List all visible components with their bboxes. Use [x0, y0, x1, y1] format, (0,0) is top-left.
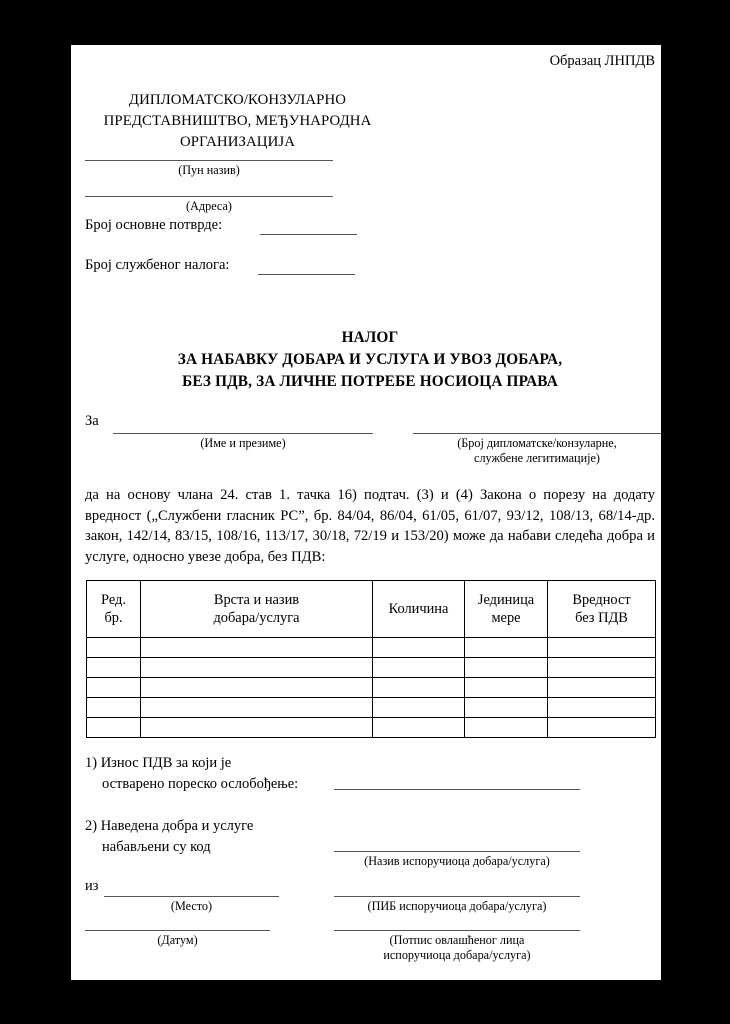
vat-exemption-line-1: 1) Износ ПДВ за који је: [85, 755, 232, 771]
person-name-caption: (Име и презиме): [200, 436, 286, 450]
column-header-ordinal: [87, 581, 141, 638]
table-row[interactable]: [87, 698, 656, 718]
date-input-line[interactable]: [85, 930, 270, 931]
place-input-line[interactable]: [104, 896, 279, 897]
document-title: [85, 327, 655, 394]
cell-unit[interactable]: [465, 718, 548, 738]
column-header-value-line-2: без ПДВ: [575, 610, 628, 626]
cell-value[interactable]: [548, 678, 656, 698]
column-header-unit: [465, 581, 548, 638]
id-number-input-line[interactable]: [413, 433, 661, 434]
cell-description[interactable]: [141, 698, 373, 718]
cell-quantity[interactable]: [373, 658, 465, 678]
column-header-ordinal-line-1: Ред.: [101, 592, 126, 608]
cell-value[interactable]: [548, 658, 656, 678]
tin-input-line[interactable]: [334, 896, 580, 897]
column-header-value-line-1: Вредност: [572, 592, 631, 608]
organization-heading-line-3: ОРГАНИЗАЦИЈА: [179, 134, 296, 150]
cell-ordinal[interactable]: [87, 718, 141, 738]
cell-value[interactable]: [548, 638, 656, 658]
cell-quantity[interactable]: [373, 638, 465, 658]
signature-input-line[interactable]: [334, 930, 580, 931]
id-number-caption-line-1: (Број дипломатске/конзуларне,: [457, 436, 617, 450]
organization-heading: [85, 90, 390, 153]
cell-unit[interactable]: [465, 658, 548, 678]
legal-paragraph: да на основу члана 24. став 1. тачка 16) подтач. (3) и (4) Закона о порезу на додату вредност („Службени гласник РС”, бр. 84/04, 86/04, 61/05, 61/07, 93/12, 108/13, 68/14-др. закон, 142/14, 83/15, 108/16, 113/17, 30/18, 72/19 и 153/20) може да набави следећа добра и услуге, односно увезе добра, без ПДВ:: [85, 487, 655, 566]
place-caption: (Место): [170, 899, 213, 913]
cell-description[interactable]: [141, 658, 373, 678]
goods-table-container: [86, 580, 655, 738]
tin-caption: (ПИБ испоручиоца добара/услуга): [367, 899, 547, 913]
from-label: из: [85, 878, 99, 894]
cell-description[interactable]: [141, 638, 373, 658]
form-code-label: Образац ЛНПДВ: [549, 53, 655, 69]
goods-table-header-row: [87, 581, 656, 638]
goods-table-body: [87, 638, 656, 738]
id-number-caption-line-2: службене легитимације): [474, 450, 600, 465]
table-row[interactable]: [87, 658, 656, 678]
person-name-input-line[interactable]: [113, 433, 373, 434]
supplier-name-input-line[interactable]: [334, 851, 580, 852]
goods-table: [86, 580, 656, 738]
organization-heading-line-1: ДИПЛОМАТСКО/КОНЗУЛАРНО: [128, 92, 347, 108]
table-row[interactable]: [87, 638, 656, 658]
column-header-quantity-line-1: Количина: [388, 601, 449, 617]
cell-quantity[interactable]: [373, 678, 465, 698]
for-label: За: [85, 413, 99, 429]
basic-certificate-number-label: Број основне потврде:: [85, 217, 223, 233]
document-title-line-3: БЕЗ ПДВ, ЗА ЛИЧНЕ ПОТРЕБЕ НОСИОЦА ПРАВА: [182, 373, 558, 391]
table-row[interactable]: [87, 678, 656, 698]
supplier-line-2: набављени су код: [102, 839, 211, 856]
cell-unit[interactable]: [465, 678, 548, 698]
cell-unit[interactable]: [465, 638, 548, 658]
column-header-description-line-2: добара/услуга: [213, 610, 300, 626]
cell-quantity[interactable]: [373, 698, 465, 718]
cell-description[interactable]: [141, 678, 373, 698]
document-content: [85, 45, 655, 980]
cell-description[interactable]: [141, 718, 373, 738]
column-header-unit-line-2: мере: [491, 610, 521, 626]
cell-ordinal[interactable]: [87, 638, 141, 658]
signature-caption: [334, 933, 580, 963]
column-header-description: [141, 581, 373, 638]
date-caption: (Датум): [157, 933, 198, 947]
cell-ordinal[interactable]: [87, 658, 141, 678]
vat-exemption-line-2: оствapено пореско ослобођење:: [102, 776, 299, 793]
cell-ordinal[interactable]: [87, 698, 141, 718]
column-header-quantity: [373, 581, 465, 638]
cell-quantity[interactable]: [373, 718, 465, 738]
id-number-caption: [413, 436, 661, 466]
supplier-name-caption: (Назив испоручиоца добара/услуга): [364, 854, 550, 868]
full-name-caption: (Пун назив): [178, 163, 240, 177]
column-header-description-line-1: Врста и назив: [213, 592, 300, 608]
column-header-unit-line-1: Јединица: [477, 592, 535, 608]
column-header-value: [548, 581, 656, 638]
organization-heading-line-2: ПРЕДСТАВНИШТВО, МЕЂУНАРОДНА: [103, 113, 372, 129]
vat-amount-input-line[interactable]: [334, 789, 580, 790]
full-name-input-line[interactable]: [85, 160, 333, 161]
cell-ordinal[interactable]: [87, 678, 141, 698]
supplier-line-1: 2) Наведена добра и услуге: [85, 818, 254, 834]
column-header-ordinal-line-2: бр.: [104, 610, 123, 626]
document-page: [71, 45, 661, 980]
basic-certificate-number-input-line[interactable]: [260, 234, 357, 235]
address-caption: (Адреса): [186, 199, 232, 213]
official-order-number-input-line[interactable]: [258, 274, 355, 275]
cell-unit[interactable]: [465, 698, 548, 718]
address-input-line[interactable]: [85, 196, 333, 197]
official-order-number-label: Број службеног налога:: [85, 257, 230, 273]
table-row[interactable]: [87, 718, 656, 738]
document-title-line-2: ЗА НАБАВКУ ДОБАРА И УСЛУГА И УВОЗ ДОБАРА,: [177, 351, 563, 369]
signature-caption-line-2: испоручиоца добара/услуга): [383, 947, 531, 962]
document-title-line-1: НАЛОГ: [341, 329, 399, 346]
cell-value[interactable]: [548, 718, 656, 738]
signature-caption-line-1: (Потпис овлашћеног лица: [389, 933, 525, 947]
cell-value[interactable]: [548, 698, 656, 718]
